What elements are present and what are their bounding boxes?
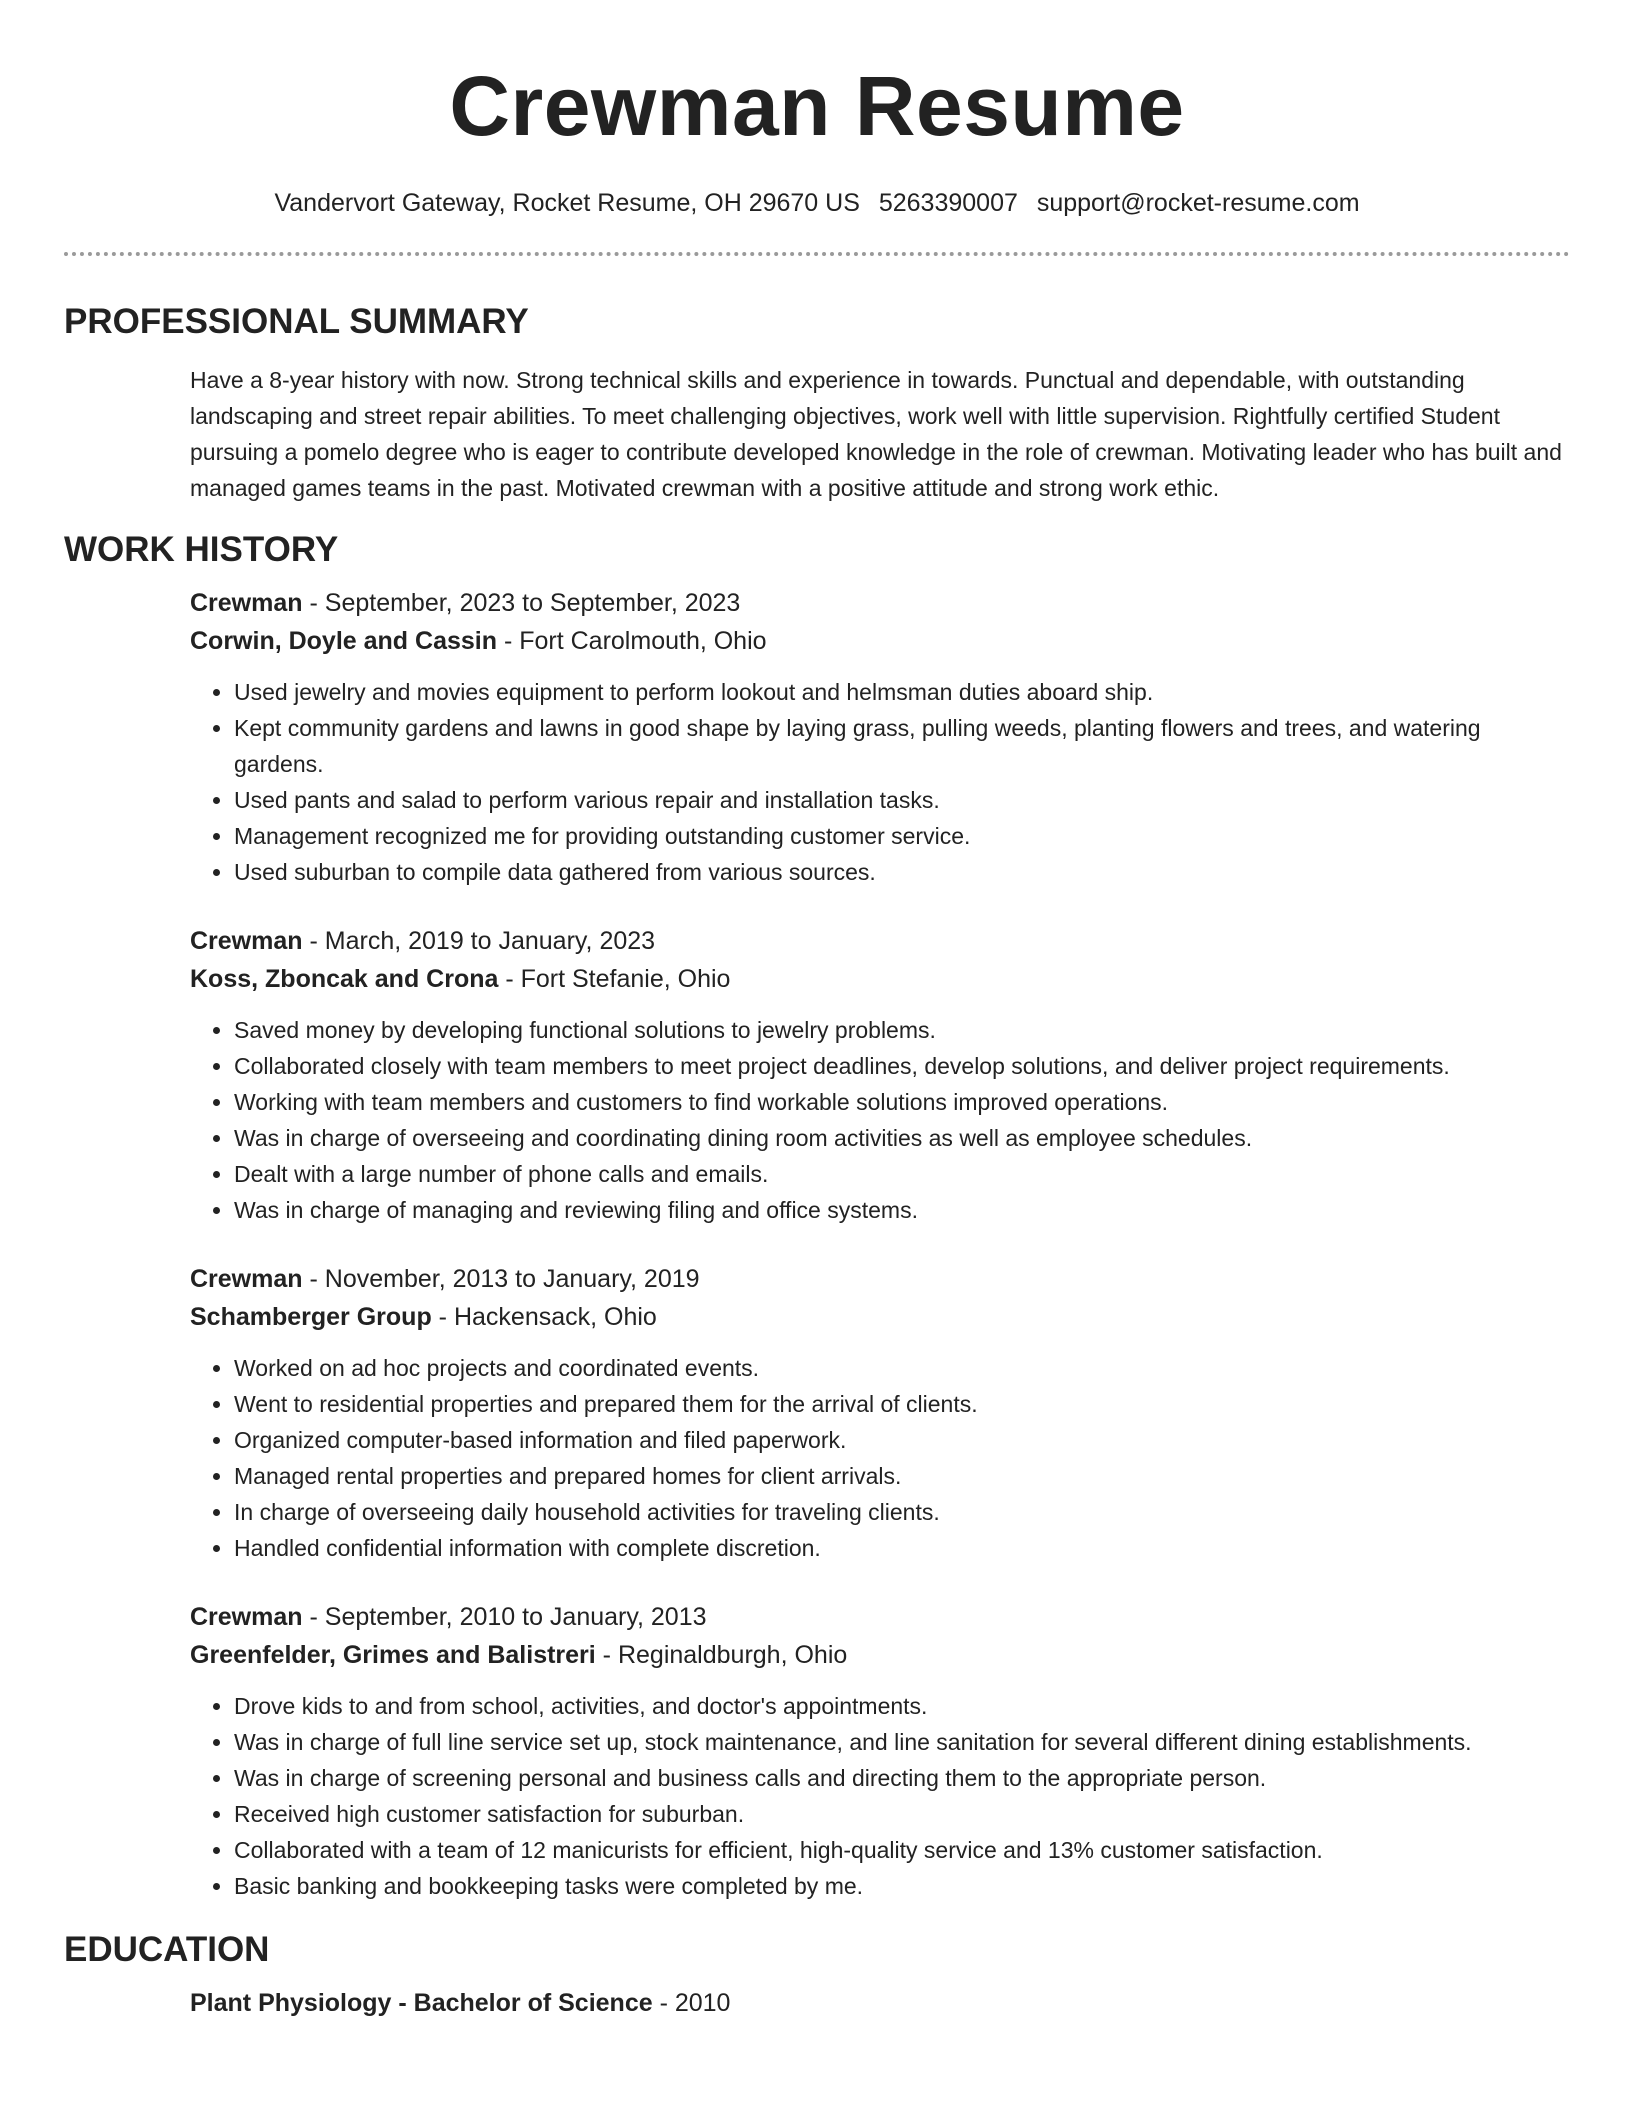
- bullet-item: • Collaborated with a team of 12 manicurists for efficient, high-quality service and 13% customer satisfaction.: [234, 1832, 1570, 1868]
- bullet-item: • Management recognized me for providing outstanding customer service.: [234, 818, 1570, 854]
- job-title: Crewman: [190, 927, 303, 955]
- education-heading: EDUCATION: [64, 1930, 270, 1969]
- job-bullets: [190, 674, 1570, 890]
- job-entry: [190, 1586, 1570, 1904]
- bullet-item: • Used jewelry and movies equipment to perform lookout and helmsman duties aboard ship.: [234, 674, 1570, 710]
- bullet-item: • Organized computer-based information and filed paperwork.: [234, 1422, 1570, 1458]
- bullet-item: • Used suburban to compile data gathered from various sources.: [234, 854, 1570, 890]
- bullet-item: • Was in charge of full line service set up, stock maintenance, and line sanitation for several different dining establishments.: [234, 1724, 1570, 1760]
- job-location: - Fort Stefanie, Ohio: [498, 965, 731, 993]
- job-bullets: [190, 1688, 1570, 1904]
- job-title-line: [190, 922, 1570, 960]
- job-location: - Fort Carolmouth, Ohio: [497, 627, 767, 655]
- resume-page: [64, 0, 1570, 2022]
- job-company: Koss, Zboncak and Crona: [190, 965, 499, 993]
- job-dates: - September, 2010 to January, 2013: [302, 1603, 707, 1631]
- bullet-item: • In charge of overseeing daily household activities for traveling clients.: [234, 1494, 1570, 1530]
- bullet-item: • Used pants and salad to perform various repair and installation tasks.: [234, 782, 1570, 818]
- job-company: Greenfelder, Grimes and Balistreri: [190, 1641, 596, 1669]
- bullet-item: • Handled confidential information with complete discretion.: [234, 1530, 1570, 1566]
- job-entry: [190, 910, 1570, 1228]
- job-title: Crewman: [190, 1265, 303, 1293]
- summary-heading: PROFESSIONAL SUMMARY: [64, 302, 529, 341]
- job-company-line: [190, 960, 1570, 998]
- job-title-line: [190, 1260, 1570, 1298]
- job-company-line: [190, 1636, 1570, 1674]
- education-degree: Plant Physiology - Bachelor of Science: [190, 1989, 653, 2017]
- job-entry: [190, 572, 1570, 890]
- bullet-item: • Basic banking and bookkeeping tasks were completed by me.: [234, 1868, 1570, 1904]
- bullet-item: • Was in charge of overseeing and coordinating dining room activities as well as employee schedules.: [234, 1120, 1570, 1156]
- work-history-heading: WORK HISTORY: [64, 530, 339, 569]
- job-title-line: [190, 1598, 1570, 1636]
- bullet-item: • Working with team members and customers to find workable solutions improved operations.: [234, 1084, 1570, 1120]
- job-company-line: [190, 1298, 1570, 1336]
- bullet-item: • Managed rental properties and prepared homes for client arrivals.: [234, 1458, 1570, 1494]
- education-entry: [190, 1984, 1570, 2022]
- job-dates: - March, 2019 to January, 2023: [302, 927, 656, 955]
- job-location: - Hackensack, Ohio: [431, 1303, 657, 1331]
- job-entry: [190, 1248, 1570, 1566]
- job-dates: - November, 2013 to January, 2019: [302, 1265, 700, 1293]
- contact-phone: 5263390007: [878, 189, 1018, 217]
- job-title-line: [190, 584, 1570, 622]
- resume-title: Crewman Resume: [449, 59, 1185, 153]
- job-bullets: [190, 1012, 1570, 1228]
- bullet-item: • Kept community gardens and lawns in good shape by laying grass, pulling weeds, planting flowers and trees, and watering gardens.: [234, 710, 1570, 782]
- bullet-item: • Drove kids to and from school, activities, and doctor's appointments.: [234, 1688, 1570, 1724]
- job-bullets: [190, 1350, 1570, 1566]
- contact-address: Vandervort Gateway, Rocket Resume, OH 29670 US: [274, 189, 860, 217]
- job-dates: - September, 2023 to September, 2023: [302, 589, 741, 617]
- bullet-item: • Worked on ad hoc projects and coordinated events.: [234, 1350, 1570, 1386]
- contact-line: [64, 186, 1570, 220]
- bullet-item: • Dealt with a large number of phone calls and emails.: [234, 1156, 1570, 1192]
- job-company: Schamberger Group: [190, 1303, 432, 1331]
- bullet-item: • Was in charge of screening personal and business calls and directing them to the appropriate person.: [234, 1760, 1570, 1796]
- bullet-item: • Saved money by developing functional solutions to jewelry problems.: [234, 1012, 1570, 1048]
- job-location: - Reginaldburgh, Ohio: [595, 1641, 848, 1669]
- contact-email: support@rocket-resume.com: [1036, 189, 1360, 217]
- bullet-item: • Collaborated closely with team members to meet project deadlines, develop solutions, and deliver project requirements.: [234, 1048, 1570, 1084]
- header-divider: [64, 252, 1570, 256]
- bullet-item: • Went to residential properties and prepared them for the arrival of clients.: [234, 1386, 1570, 1422]
- job-title: Crewman: [190, 1603, 303, 1631]
- job-company-line: [190, 622, 1570, 660]
- job-company: Corwin, Doyle and Cassin: [190, 627, 498, 655]
- job-title: Crewman: [190, 589, 303, 617]
- bullet-item: • Was in charge of managing and reviewing filing and office systems.: [234, 1192, 1570, 1228]
- education-year: - 2010: [652, 1989, 731, 2017]
- summary-text: Have a 8-year history with now. Strong technical skills and experience in towards. Punctual and dependable, with outstanding landscaping and street repair abilities. To meet challenging objectives, work well with little supervision. Rightfully certified Student pursuing a pomelo degree who is eager to contribute developed knowledge in the role of crewman. Motivating leader who has built and managed games teams in the past. Motivated crewman with a positive attitude and strong work ethic.: [190, 367, 1562, 501]
- bullet-item: • Received high customer satisfaction for suburban.: [234, 1796, 1570, 1832]
